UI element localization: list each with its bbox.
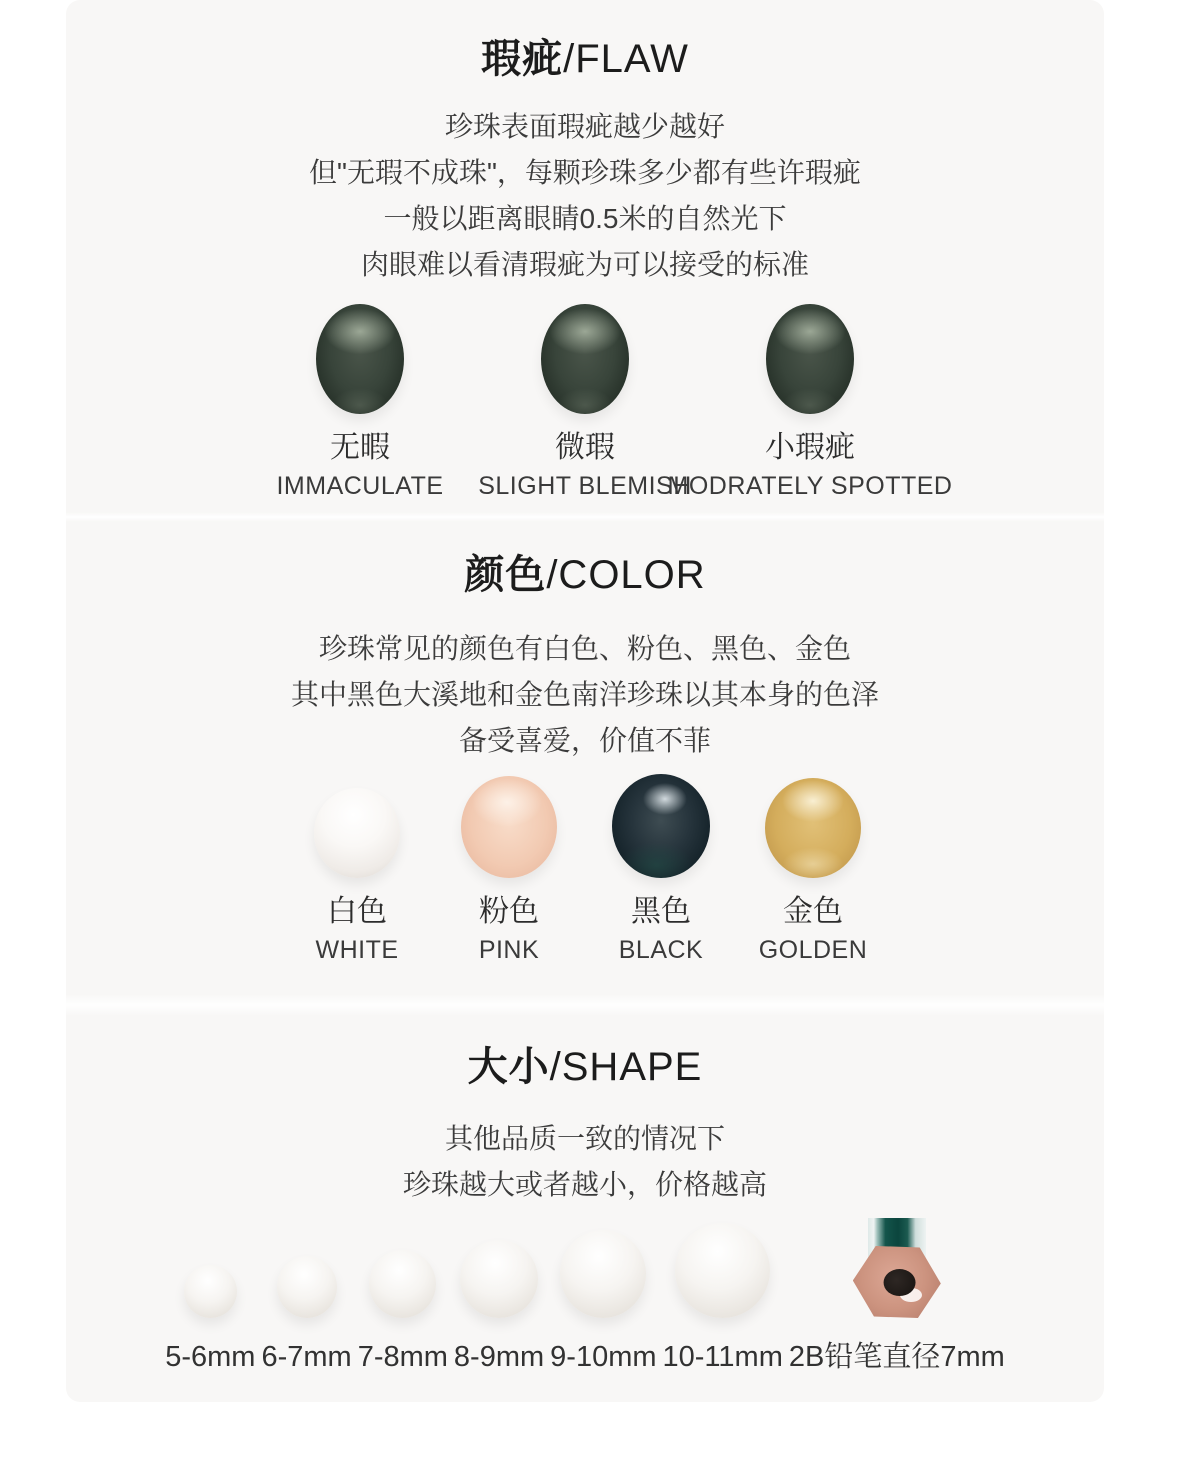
flaw-item-label-en: SLIGHT BLEMISH	[478, 472, 692, 500]
color-title-zh: 颜色	[464, 553, 547, 597]
color-item-label-zh: 白色	[327, 895, 387, 928]
size-line: 珍珠越大或者越小，价格越高	[402, 1169, 767, 1200]
color-item-label-en: GOLDEN	[758, 936, 868, 964]
size-section-title	[66, 1044, 1104, 1090]
size-title-en: /SHAPE	[549, 1045, 703, 1089]
size-pearl-image	[184, 1265, 237, 1318]
color-item-label-zh: 黑色	[631, 895, 691, 928]
size-item-label: 10-11mm	[662, 1341, 783, 1373]
content-card	[66, 0, 1104, 1402]
size-pearl-row	[66, 1218, 1104, 1374]
flaw-line: 珍珠表面瑕疵越少越好	[444, 111, 725, 142]
flaw-line: 一般以距离眼睛0.5米的自然光下	[383, 203, 787, 234]
flaw-item-label-en: IMMACULATE	[276, 472, 444, 500]
color-item-label-zh: 金色	[783, 895, 843, 928]
color-item-pink	[433, 776, 585, 965]
color-item-label-zh: 粉色	[479, 895, 539, 928]
color-item-label-en: WHITE	[315, 936, 399, 964]
color-line: 其中黑色大溪地和金色南洋珍珠以其本身的色泽	[290, 679, 879, 710]
section-divider	[66, 994, 1104, 1016]
white-pearl-image	[314, 788, 400, 878]
size-item-7-8mm	[358, 1250, 448, 1374]
color-item-label-en: PINK	[478, 936, 540, 964]
size-line: 其他品质一致的情况下	[444, 1123, 725, 1154]
flaw-paragraph	[66, 104, 1104, 288]
color-item-black	[585, 774, 737, 965]
size-pearl-image	[560, 1230, 646, 1318]
size-pearl-image	[369, 1250, 436, 1318]
color-line: 珍珠常见的颜色有白色、粉色、黑色、金色	[318, 633, 851, 664]
size-item-label: 5-6mm	[165, 1341, 256, 1373]
size-item-label: 7-8mm	[357, 1341, 448, 1373]
section-color	[66, 552, 1104, 965]
size-pearl-image	[675, 1223, 770, 1318]
pencil-wood-hexagon	[853, 1246, 941, 1318]
flaw-item-moderately-spotted	[667, 304, 953, 501]
color-title-en: /COLOR	[546, 553, 706, 597]
size-title-zh: 大小	[467, 1045, 550, 1089]
tahitian-pearl-image	[541, 304, 629, 414]
color-section-title	[66, 552, 1104, 598]
size-item-label: 6-7mm	[261, 1341, 352, 1373]
size-item-10-11mm	[663, 1223, 783, 1374]
size-item-5-6mm	[165, 1265, 255, 1374]
section-flaw	[66, 36, 1104, 501]
color-item-white	[281, 788, 433, 965]
size-item-label: 8-9mm	[453, 1341, 545, 1373]
flaw-line: 肉眼难以看清瑕疵为可以接受的标准	[360, 249, 809, 280]
size-paragraph	[66, 1116, 1104, 1208]
size-item-6-7mm	[261, 1256, 351, 1374]
black-pearl-image	[612, 774, 710, 878]
flaw-item-slight-blemish	[473, 304, 698, 501]
size-pearl-image	[277, 1256, 337, 1318]
color-paragraph	[66, 626, 1104, 764]
color-line: 备受喜爱，价值不菲	[458, 725, 711, 756]
tahitian-pearl-image	[316, 304, 404, 414]
size-item-label: 2B铅笔直径7mm	[788, 1341, 1005, 1373]
flaw-item-immaculate	[248, 304, 473, 501]
section-divider	[66, 512, 1104, 522]
flaw-pearl-row	[66, 304, 1104, 501]
color-item-golden	[737, 778, 889, 965]
flaw-item-label-zh: 小瑕疵	[765, 431, 855, 464]
pink-pearl-image	[461, 776, 557, 878]
flaw-title-en: /FLAW	[563, 37, 689, 81]
color-pearl-row	[66, 774, 1104, 965]
size-item-8-9mm	[454, 1240, 544, 1374]
pencil-end-view-image	[797, 1218, 997, 1318]
pencil-graphite-core	[883, 1269, 915, 1296]
size-item-label: 9-10mm	[550, 1341, 657, 1373]
tahitian-pearl-image	[766, 304, 854, 414]
flaw-item-label-zh: 微瑕	[555, 431, 615, 464]
section-size	[66, 1044, 1104, 1374]
color-item-label-en: BLACK	[618, 936, 704, 964]
size-pearl-image	[460, 1240, 538, 1318]
flaw-section-title	[66, 36, 1104, 82]
flaw-item-label-en: MODRATELY SPOTTED	[667, 472, 953, 500]
flaw-line: 但"无瑕不成珠"，每颗珍珠多少都有些许瑕疵	[309, 157, 861, 188]
flaw-item-label-zh: 无暇	[330, 431, 390, 464]
size-item-pencil-reference	[789, 1218, 1005, 1374]
flaw-title-zh: 瑕疵	[481, 37, 564, 81]
size-item-9-10mm	[550, 1230, 656, 1374]
golden-pearl-image	[765, 778, 861, 878]
